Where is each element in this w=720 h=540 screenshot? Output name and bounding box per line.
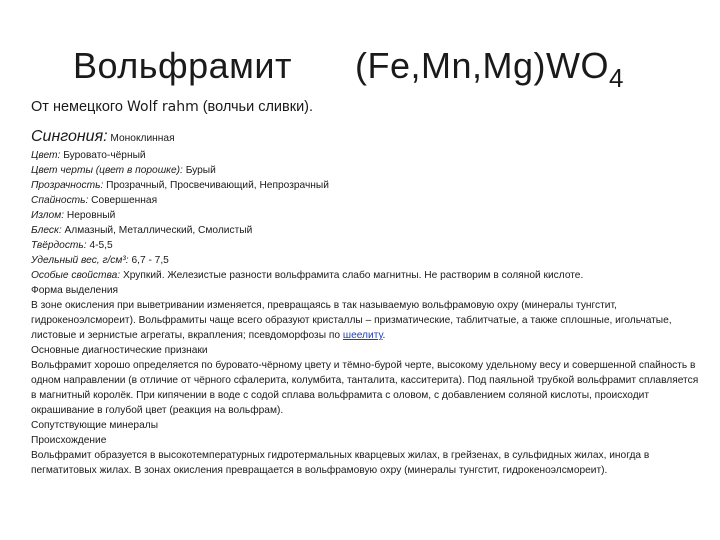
- property-hardness: [31, 238, 701, 253]
- section-heading-origin: Происхождение: [31, 435, 107, 446]
- property-value: 4-5,5: [86, 240, 113, 251]
- property-label: Сингония:: [31, 128, 108, 145]
- property-value: Бурый: [182, 165, 216, 176]
- property-label: Цвет черты (цвет в порошке):: [31, 165, 183, 176]
- section-heading-associated: Сопутствующие минералы: [31, 420, 159, 431]
- property-label: Блеск:: [31, 225, 62, 236]
- property-cleavage: [31, 193, 701, 208]
- property-label: Спайность:: [31, 195, 89, 206]
- section-heading-diagnostics: Основные диагностические признаки: [31, 345, 208, 356]
- property-value: Совершенная: [88, 195, 158, 206]
- chemical-formula: [355, 45, 624, 94]
- mineral-description: [31, 128, 701, 478]
- scheelite-link[interactable]: шеелиту: [342, 330, 383, 341]
- property-label: Цвет:: [31, 150, 61, 161]
- etymology-prefix: От немецкого: [31, 99, 127, 115]
- section-text-origin: Вольфрамит образуется в высокотемпературных гидротермальных кварцевых жилах, в грейзенах, в сульфидных жилах, иногда в пегматитовых жилах. В зонах окисления превращается в вольфрамовую охру (минералы тунгстит, гидрокеноэлсмореит).: [31, 450, 650, 476]
- property-value: Неровный: [64, 210, 116, 221]
- property-value: Моноклинная: [107, 133, 175, 144]
- property-value: Алмазный, Металлический, Смолистый: [61, 225, 253, 236]
- property-density: [31, 253, 701, 268]
- form-text: В зоне окисления при выветривании изменяется, превращаясь в так называемую вольфрамовую охру (минералы тунгстит, гидрокеноэлсмореит). Вольфрамиты чаще всего образуют кристаллы – призматические, таблитчатые, а также сплошные, игольчатые, листовые и зернистые агрегаты, вкрапления; псевдоморфозы по: [31, 300, 672, 341]
- etymology-suffix: (волчьи сливки).: [198, 99, 314, 115]
- property-color: [31, 148, 701, 163]
- property-value: Буровато-чёрный: [60, 150, 146, 161]
- property-value: Хрупкий. Железистые разности вольфрамита слабо магнитны. Не растворим в соляной кислоте.: [120, 270, 584, 281]
- property-label: Удельный вес, г/см³:: [31, 255, 129, 266]
- property-luster: [31, 223, 701, 238]
- property-value: 6,7 - 7,5: [128, 255, 169, 266]
- formula-base: (Fe,Mn,Mg)WO: [355, 45, 609, 86]
- property-label: Твёрдость:: [31, 240, 87, 251]
- etymology-german-word: Wolf rahm: [127, 99, 199, 115]
- property-label: Прозрачность:: [31, 180, 104, 191]
- property-label: Излом:: [31, 210, 65, 221]
- property-syngony: [31, 128, 701, 146]
- etymology-line: [31, 99, 313, 115]
- property-label: Особые свойства:: [31, 270, 121, 281]
- property-value: Прозрачный, Просвечивающий, Непрозрачный: [103, 180, 329, 191]
- section-text-diagnostics: Вольфрамит хорошо определяется по буровато-чёрному цвету и тёмно-бурой черте, высокому удельному весу и совершенной спайность в одном направлении (в отличие от чёрного сфалерита, колумбита, танталита, касситерита). Под паяльной трубкой вольфрамит сплавляется в магнитный королёк. При кипячении в воде с содой сплава вольфрамита с оловом, с добавлением соляной кислоты, происходит окрашивание в голубой цвет (реакция на вольфрам).: [31, 360, 699, 416]
- section-text-form: [31, 298, 701, 343]
- formula-subscript: 4: [609, 63, 624, 93]
- form-text-end: .: [382, 330, 386, 341]
- property-fracture: [31, 208, 701, 223]
- property-transparency: [31, 178, 701, 193]
- page-title: Вольфрамит: [73, 45, 293, 86]
- property-special: [31, 268, 701, 283]
- property-streak: [31, 163, 701, 178]
- section-heading-form: Форма выделения: [31, 285, 119, 296]
